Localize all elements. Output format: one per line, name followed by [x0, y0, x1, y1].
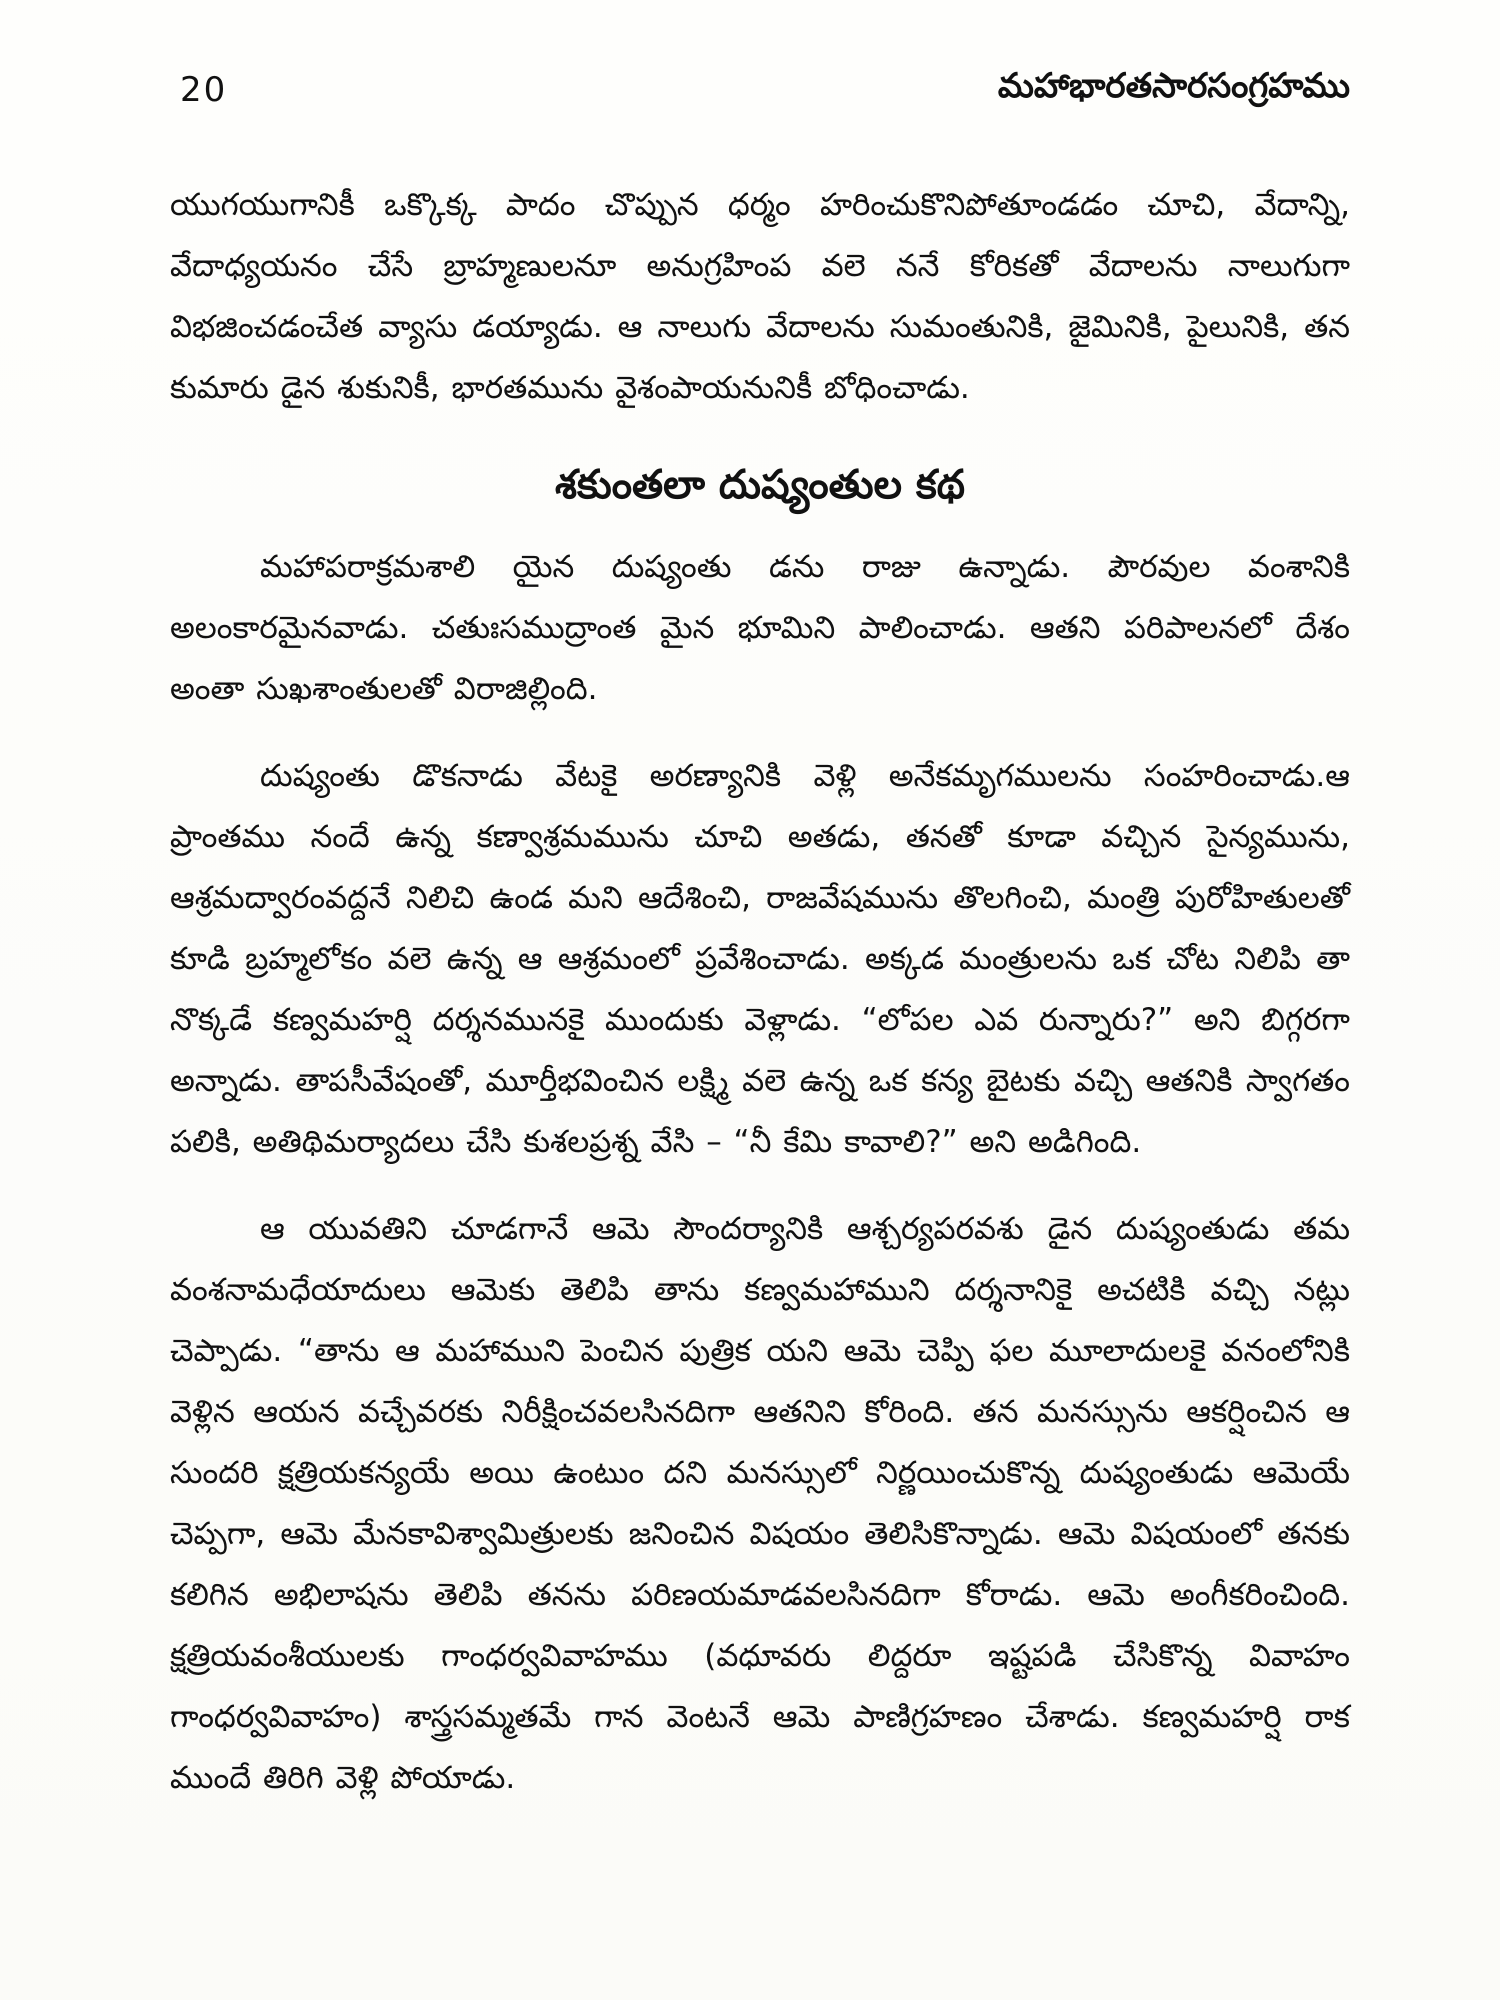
paragraph-hunting-ashram: దుష్యంతు డొకనాడు వేటకై అరణ్యానికి వెళ్లి అనేకమృగములను సంహరించాడు.ఆ ప్రాంతము నందే ఉన్న కణ్వాశ్రమమును చూచి అతడు, తనతో కూడా వచ్చిన సైన్యమును, ఆశ్రమద్వారంవద్దనే నిలిచి ఉండ మని ఆదేశించి, రాజవేషమును తొలగించి, మంత్రి పురోహితులతో కూడి బ్రహ్మలోకం వలె ఉన్న ఆ ఆశ్రమంలో ప్రవేశించాడు. అక్కడ మంత్రులను ఒక చోట నిలిపి తా నొక్కడే కణ్వమహర్షి దర్శనమునకై ముందుకు వెళ్లాడు. “లోపల ఎవ రున్నారు?” అని బిగ్గరగా అన్నాడు. తాపసీవేషంతో, మూర్తీభవించిన లక్ష్మి వలె ఉన్న ఒక కన్య బైటకు వచ్చి ఆతనికి స్వాగతం పలికి, అతిథిమర్యాదలు చేసి కుశలప్రశ్న వేసి – “నీ కేమి కావాలి?” అని అడిగింది.	[170, 758, 1350, 1160]
paragraph-dushyanta-intro: మహాపరాక్రమశాలి యైన దుష్యంతు డను రాజు ఉన్నాడు. పౌరవుల వంశానికి అలంకారమైనవాడు. చతుఃసముద్రాంత మైన భూమిని పాలించాడు. ఆతని పరిపాలనలో దేశం అంతా సుఖశాంతులతో విరాజిల్లింది.	[170, 549, 1350, 707]
page-body	[170, 175, 1350, 1809]
page-header	[180, 60, 1350, 120]
paragraph-vyasa-vedas: యుగయుగానికీ ఒక్కొక్క పాదం చొప్పున ధర్మం హరించుకొనిపోతూండడం చూచి, వేదాన్ని, వేదాధ్యయనం చేసే బ్రాహ్మణులనూ అనుగ్రహింప వలె ననే కోరికతో వేదాలను నాలుగుగా విభజించడంచేత వ్యాసు డయ్యాడు. ఆ నాలుగు వేదాలను సుమంతునికి, జైమినికి, పైలునికి, తన కుమారు డైన శుకునికీ, భారతమును వైశంపాయనునికీ బోధించాడు.	[170, 187, 1350, 406]
book-title: మహాభారతసారసంగ్రహము	[997, 66, 1350, 106]
paragraph-gandharva-marriage: ఆ యువతిని చూడగానే ఆమె సౌందర్యానికి ఆశ్చర్యపరవశు డైన దుష్యంతుడు తమ వంశనామధేయాదులు ఆమెకు తెలిపి తాను కణ్వమహాముని దర్శనానికై అచటికి వచ్చి నట్లు చెప్పాడు. “తాను ఆ మహాముని పెంచిన పుత్రిక యని ఆమె చెప్పి ఫల మూలాదులకై వనంలోనికి వెళ్లిన ఆయన వచ్చేవరకు నిరీక్షించవలసినదిగా ఆతనిని కోరింది. తన మనస్సును ఆకర్షించిన ఆ సుందరి క్షత్రియకన్యయే అయి ఉంటుం దని మనస్సులో నిర్ణయించుకొన్న దుష్యంతుడు ఆమెయే చెప్పగా, ఆమె మేనకావిశ్వామిత్రులకు జనించిన విషయం తెలిసికొన్నాడు. ఆమె విషయంలో తనకు కలిగిన అభిలాషను తెలిపి తనను పరిణయమాడవలసినదిగా కోరాడు. ఆమె అంగీకరించింది. క్షత్రియవంశీయులకు గాంధర్వవివాహము (వధూవరు లిద్దరూ ఇష్టపడి చేసికొన్న వివాహం గాంధర్వవివాహం) శాస్త్రసమ్మతమే గాన వెంటనే ఆమె పాణిగ్రహణం చేశాడు. కణ్వమహర్షి రాక ముందే తిరిగి వెళ్లి పోయాడు.	[170, 1211, 1350, 1796]
page-number: 20	[180, 70, 228, 110]
section-heading: శకుంతలా దుష్యంతుల కథ	[555, 462, 965, 508]
